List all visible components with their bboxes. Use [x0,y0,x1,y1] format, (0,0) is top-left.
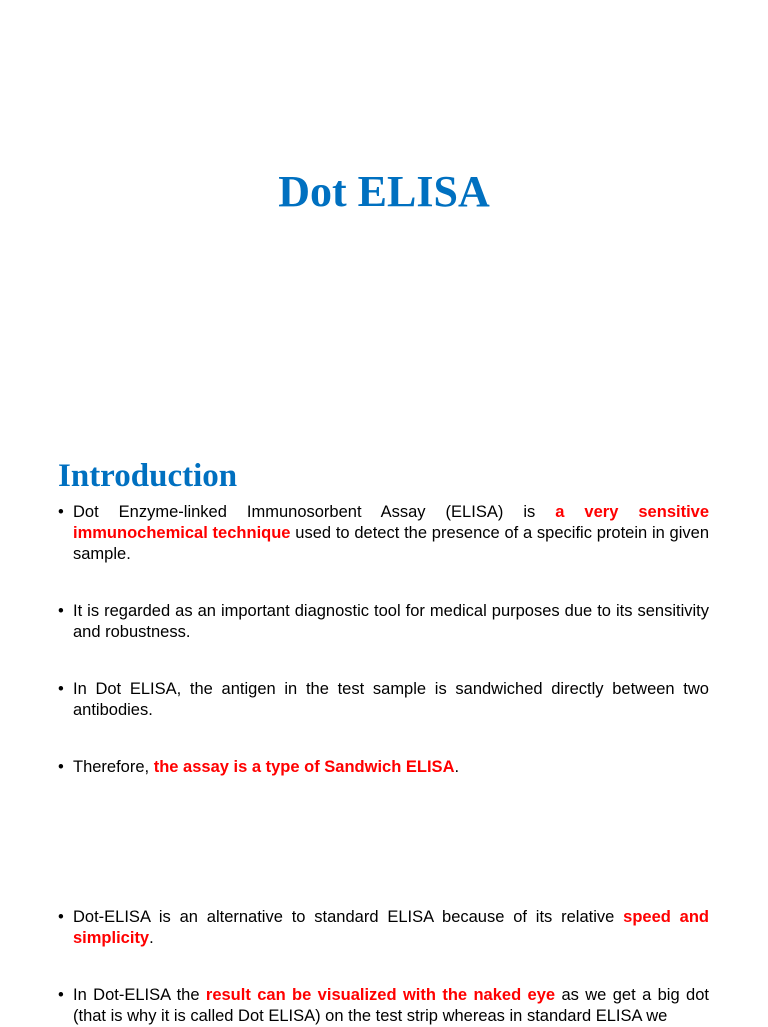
intro-bullet-list [58,502,709,778]
highlight-text: speed and simplicity [73,908,709,947]
title-slide [0,0,768,420]
section-heading: Introduction [58,458,238,494]
highlight-text: result can be visualized with the naked eye [205,986,556,1004]
list-item: • In Dot-ELISA the result can be visualized with the naked eye as we get a big dot (that is why it is called Dot ELISA) on the test strip whereas in standard ELISA we [58,985,709,1027]
highlight-text: a very sensitive immunochemical technique [73,503,710,542]
list-item: • Therefore, the assay is a type of Sandwich ELISA. [58,757,709,778]
page-title: Dot ELISA [278,167,490,216]
list-item: • Dot-ELISA is an alternative to standard ELISA because of its relative speed and simplicity. [58,907,709,949]
list-item: • It is regarded as an important diagnostic tool for medical purposes due to its sensitivity and robustness. [58,601,709,643]
list-item: • In Dot ELISA, the antigen in the test sample is sandwiched directly between two antibodies. [58,679,709,721]
continuation-bullet-list [58,907,709,1027]
intro-section [58,454,709,778]
highlight-text: the assay is a type of Sandwich ELISA [153,758,455,776]
continuation-section [58,907,709,1027]
list-item: • Dot Enzyme-linked Immunosorbent Assay (ELISA) is a very sensitive immunochemical technique used to detect the presence of a specific protein in given sample. [58,502,709,565]
